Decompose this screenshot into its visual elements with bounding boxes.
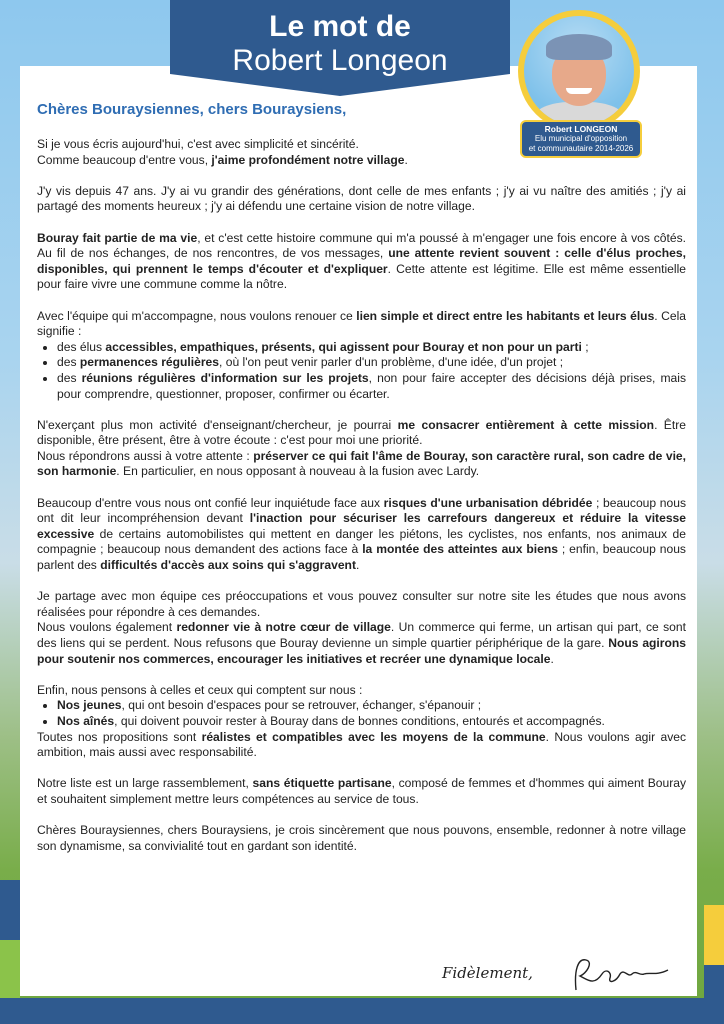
emphasis: réunions régulières d'information sur les projets	[81, 370, 369, 385]
text: Avec l'équipe qui m'accompagne, nous voulons renouer ce	[37, 308, 357, 323]
portrait-photo	[524, 16, 634, 126]
text: des	[57, 355, 80, 370]
emphasis: j'aime profondément notre village	[211, 152, 405, 167]
paragraph-proposals	[37, 730, 686, 761]
text: N'exerçant plus mon activité d'enseignant/chercheur, je pourrai	[37, 417, 398, 432]
badge-role-line2: et communautaire 2014-2026	[528, 144, 634, 153]
banner-title-line2: Robert Longeon	[232, 44, 448, 77]
emphasis: l'inaction pour sécuriser les carrefours dangereux et réduire la vitesse excessive	[37, 511, 686, 541]
salutation-heading: Chères Bouraysiennes, chers Bouraysiens,	[37, 101, 347, 118]
emphasis: Nous agirons pour soutenir nos commerces, encourager les initiatives et recréer une dynamique locale	[37, 636, 686, 666]
text: ; enfin, beaucoup nous parlent des	[37, 542, 686, 573]
emphasis: risques d'une urbanisation débridée	[383, 495, 593, 510]
emphasis: Nos jeunes	[57, 698, 122, 713]
emphasis: redonner vie à notre cœur de village	[176, 620, 391, 635]
footer-bar	[0, 998, 724, 1024]
paragraph-availability	[37, 418, 686, 480]
emphasis: permanences régulières	[79, 355, 220, 370]
emphasis: la montée des atteintes aux biens	[362, 542, 558, 557]
text: .	[550, 651, 554, 666]
paragraph-history: J'y vis depuis 47 ans. J'y ai vu grandir des générations, dont celle de mes enfants ; j'y ai vu naître des amitiés ; j'y ai partagé des moments heureux ; j'y ai défendu une certaine vision de notre village.	[37, 183, 686, 214]
handwritten-signature	[436, 950, 676, 1000]
list-generations	[37, 698, 686, 729]
portrait-smile	[566, 88, 592, 94]
text: , composé de femmes et d'hommes qui aiment Bouray et souhaitent simplement mettre leurs compétences au service de tous.	[37, 776, 687, 806]
paragraph-commitment	[37, 231, 686, 293]
portrait-cap	[546, 34, 612, 60]
emphasis: difficultés d'accès aux soins qui s'aggravent	[100, 558, 356, 573]
portrait-frame	[518, 10, 640, 132]
banner-title-line1: Le mot de	[269, 10, 411, 43]
text: Comme beaucoup d'entre vous,	[37, 152, 212, 167]
list-commitments	[37, 340, 686, 402]
list-item	[57, 714, 686, 730]
text: . Cette attente est légitime. Elle est même essentielle pour faire vivre une commune comme la nôtre.	[37, 261, 686, 292]
letter-body	[37, 137, 686, 870]
text: . Être disponible, être présent, être à votre écoute : c'est pour moi une priorité.	[37, 417, 686, 448]
list-item	[57, 371, 686, 402]
decor-strip-blue	[0, 880, 20, 940]
text: Toutes nos propositions sont	[37, 729, 202, 744]
signature-mark	[575, 960, 668, 990]
text: Je partage avec mon équipe ces préoccupations et vous pouvez consulter sur notre site les études que nous avons réalisées pour répondre à ces demandes.	[37, 589, 686, 619]
badge-role-line1: Elu municipal d'opposition	[534, 134, 628, 143]
signature-closing: Fidèlement,	[442, 964, 533, 982]
text: des	[57, 370, 82, 385]
emphasis: lien simple et direct entre les habitants et leurs élus	[356, 308, 655, 323]
text: .	[404, 152, 408, 167]
list-item	[57, 698, 686, 714]
paragraph-team	[37, 309, 686, 340]
emphasis: sans étiquette partisane	[252, 776, 392, 791]
text: , où l'on peut venir parler d'un problème, d'une idée, d'un projet ;	[219, 355, 564, 370]
paragraph-intro	[37, 137, 686, 168]
text: , qui ont besoin d'espaces pour se retrouver, échanger, s'épanouir ;	[121, 698, 482, 713]
paragraph-village	[37, 589, 686, 667]
text: Notre liste est un large rassemblement,	[37, 776, 253, 791]
text: . Nous voulons agir avec ambition, mais aussi avec responsabilité.	[37, 729, 687, 760]
badge-name: Robert LONGEON	[544, 124, 618, 134]
text: ; beaucoup nous ont dit leur incompréhension devant	[37, 495, 686, 526]
text: des élus	[57, 339, 106, 354]
title-banner	[170, 0, 510, 96]
emphasis: préserver ce qui fait l'âme de Bouray, son caractère rural, son cadre de vie, son harmonie	[37, 448, 687, 479]
text: . Un commerce qui ferme, un artisan qui part, ce sont des liens qui se perdent. Nous refusons que Bouray devienne un simple quartier périphérique de la gare.	[37, 620, 686, 650]
list-item	[57, 340, 686, 356]
text: Nous répondrons aussi à votre attente :	[37, 448, 254, 463]
decor-strip-green	[0, 940, 20, 1000]
list-item	[57, 355, 686, 371]
emphasis: Bouray fait partie de ma vie	[37, 230, 198, 245]
text: , qui doivent pouvoir rester à Bouray dans de bonnes conditions, entourés et accompagnés.	[114, 713, 605, 728]
paragraph-generations: Enfin, nous pensons à celles et ceux qui comptent sur nous :	[37, 682, 363, 697]
paragraph-concerns	[37, 496, 686, 574]
emphasis: une attente revient souvent : celle d'élus proches, disponibles, qui prennent le temps d'écouter et d'expliquer	[37, 246, 686, 276]
emphasis: me consacrer entièrement à cette mission	[397, 417, 655, 432]
paragraph-closing: Chères Bouraysiennes, chers Bouraysiens, je crois sincèrement que nous pouvons, ensemble, redonner à notre village son dynamisme, sa convivialité tout en gardant son identité.	[37, 823, 686, 853]
text: . En particulier, en nous opposant à nouveau à la fusion avec Lardy.	[116, 464, 480, 479]
decor-strip-yellow	[704, 905, 724, 965]
text: de certains automobilistes qui mettent en danger les piétons, les cyclistes, nos enfants, nos animaux de compagnie ; beaucoup nous demandent des actions face à	[37, 526, 686, 557]
text: , non pour faire accepter des décisions déjà prises, mais pour comprendre, questionner, proposer, confirmer ou écarter.	[57, 370, 687, 401]
emphasis: réalistes et compatibles avec les moyens de la commune	[201, 729, 546, 744]
text: . Cela signifie :	[37, 308, 686, 339]
emphasis: Nos aînés	[57, 713, 115, 728]
text: Si je vous écris aujourd'hui, c'est avec simplicité et sincérité.	[37, 137, 359, 151]
text: , et c'est cette histoire commune qui m'a poussé à m'engager une fois encore à vos côtés. Au fil de nos échanges, de nos rencontres, de vos messages,	[37, 230, 686, 261]
paragraph-list	[37, 776, 686, 807]
text: .	[355, 558, 360, 573]
text: ;	[581, 339, 589, 354]
text: Nous voulons également	[37, 620, 177, 635]
text: Beaucoup d'entre vous nous ont confié leur inquiétude face aux	[37, 495, 384, 510]
emphasis: accessibles, empathiques, présents, qui agissent pour Bouray et non pour un parti	[105, 339, 582, 354]
